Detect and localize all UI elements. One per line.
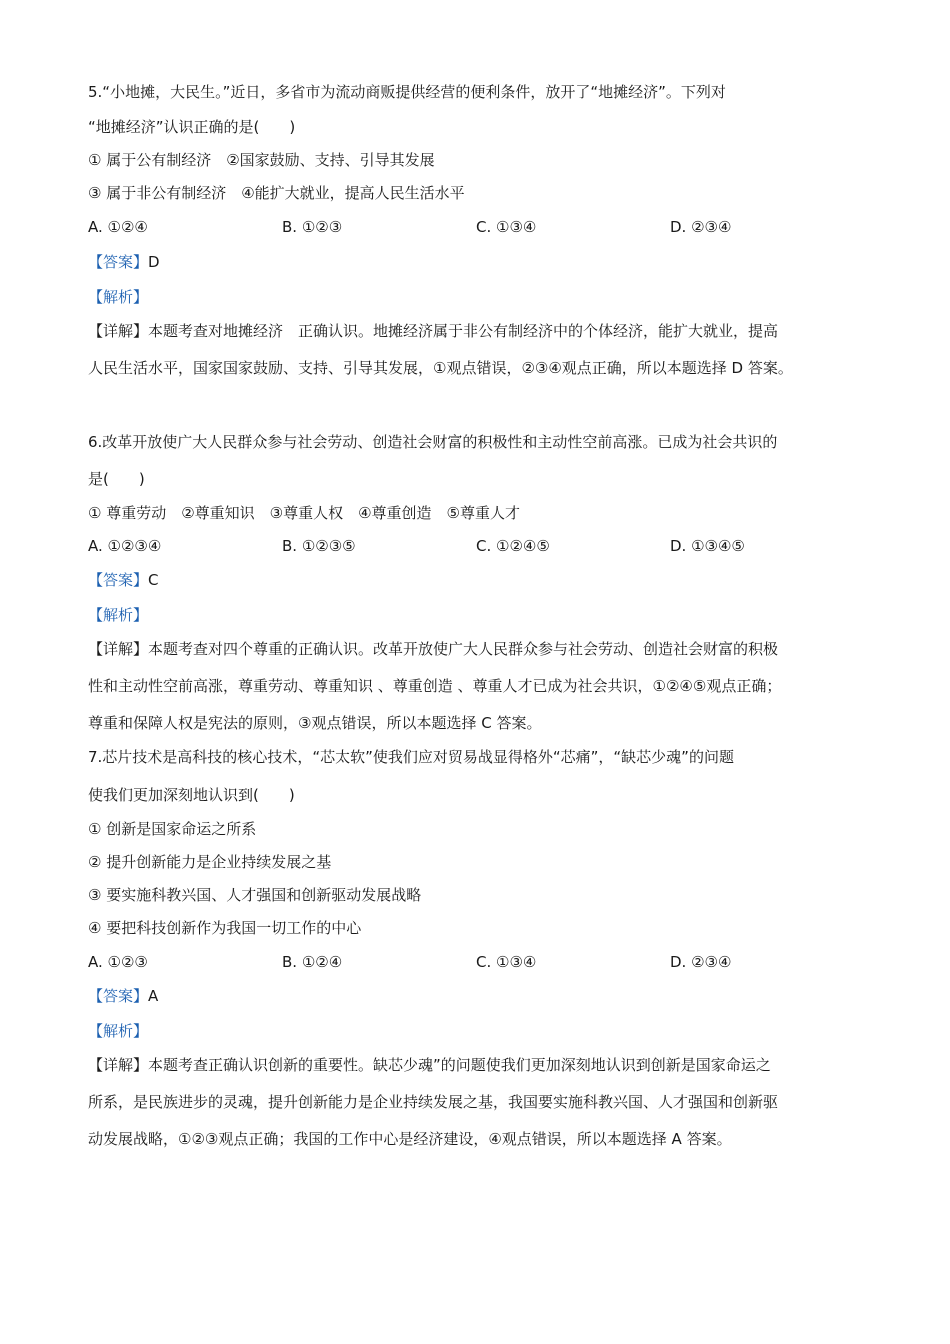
q7-stem-line-1: 7.芯片技术是高科技的核心技术，“芯太软”使我们应对贸易战显得格外“芯痛”，“缺芯少魂”的问题	[88, 748, 734, 766]
q5-detail-line-2: 人民生活水平，国家国家鼓励、支持、引导其发展，①观点错误，②③④观点正确，所以本题选择 D 答案。	[88, 359, 793, 377]
q7-answer-tag: 【答案】	[88, 987, 149, 1005]
q7-option-b: B. ①②④	[282, 953, 343, 971]
q5-option-c: C. ①③④	[476, 218, 537, 236]
q7-statement-1: ① 创新是国家命运之所系	[88, 820, 257, 838]
q7-detail-line-1	[88, 1055, 771, 1075]
q6-option-b: B. ①②③⑤	[282, 537, 356, 555]
q6-stem-line-1: 6.改革开放使广大人民群众参与社会劳动、创造社会财富的积极性和主动性空前高涨。已成为社会共识的	[88, 433, 778, 451]
q6-detail-line-2: 性和主动性空前高涨，尊重劳动、尊重知识 、尊重创造 、尊重人才已成为社会共识，①②④⑤观点正确；	[88, 677, 782, 695]
q6-options	[88, 536, 878, 556]
q5-analysis-tag: 【解析】	[88, 288, 149, 306]
q5-statement-1: ① 属于公有制经济 ②国家鼓励、支持、引导其发展	[88, 151, 435, 169]
q5-detail-line-1	[88, 321, 778, 341]
q5-options	[88, 217, 878, 237]
q7-detail-line-2: 所系，是民族进步的灵魂，提升创新能力是企业持续发展之基，我国要实施科教兴国、人才强国和创新驱	[88, 1093, 779, 1111]
q5-detail-tag: 【详解】	[88, 322, 149, 340]
q7-statement-3: ③ 要实施科教兴国、人才强国和创新驱动发展战略	[88, 886, 422, 904]
q7-option-d: D. ②③④	[670, 953, 732, 971]
q5-answer-tag: 【答案】	[88, 253, 149, 271]
q6-answer-value: C	[148, 571, 159, 589]
q5-statement-2: ③ 属于非公有制经济 ④能扩大就业，提高人民生活水平	[88, 184, 465, 202]
q7-analysis-tag: 【解析】	[88, 1022, 149, 1040]
q7-answer-value: A	[148, 987, 159, 1005]
q7-answer	[88, 986, 158, 1006]
q6-option-a: A. ①②③④	[88, 537, 162, 555]
q7-options	[88, 952, 878, 972]
q7-option-a: A. ①②③	[88, 953, 148, 971]
q5-answer	[88, 252, 160, 272]
q6-answer	[88, 570, 159, 590]
q7-detail-line-3: 动发展战略，①②③观点正确；我国的工作中心是经济建设，④观点错误，所以本题选择 A 答案。	[88, 1130, 732, 1148]
q5-stem-line-2: “地摊经济”认识正确的是( )	[88, 118, 296, 136]
q7-statement-2: ② 提升创新能力是企业持续发展之基	[88, 853, 332, 871]
q5-option-b: B. ①②③	[282, 218, 343, 236]
q6-detail-line-1	[88, 639, 778, 659]
q7-option-c: C. ①③④	[476, 953, 537, 971]
q6-stem-line-2: 是( )	[88, 470, 145, 488]
q7-statement-4: ④ 要把科技创新作为我国一切工作的中心	[88, 919, 362, 937]
q5-option-a: A. ①②④	[88, 218, 148, 236]
q5-stem-line-1: 5.“小地摊，大民生。”近日，多省市为流动商贩提供经营的便利条件，放开了“地摊经济”。下列对	[88, 83, 726, 101]
q7-detail-text-1: 本题考查正确认识创新的重要性。缺芯少魂”的问题使我们更加深刻地认识到创新是国家命运之	[148, 1056, 771, 1074]
q6-detail-tag: 【详解】	[88, 640, 149, 658]
q7-stem-line-2: 使我们更加深刻地认识到( )	[88, 786, 295, 804]
q5-detail-text-1: 本题考查对地摊经济 正确认识。地摊经济属于非公有制经济中的个体经济，能扩大就业，提高	[148, 322, 779, 340]
q6-answer-tag: 【答案】	[88, 571, 149, 589]
q6-option-c: C. ①②④⑤	[476, 537, 550, 555]
q6-detail-line-3: 尊重和保障人权是宪法的原则，③观点错误，所以本题选择 C 答案。	[88, 714, 542, 732]
q6-analysis-tag: 【解析】	[88, 606, 149, 624]
q5-option-d: D. ②③④	[670, 218, 732, 236]
q7-detail-tag: 【详解】	[88, 1056, 149, 1074]
q6-option-d: D. ①③④⑤	[670, 537, 745, 555]
q6-statement-1: ① 尊重劳动 ②尊重知识 ③尊重人权 ④尊重创造 ⑤尊重人才	[88, 504, 521, 522]
q5-answer-value: D	[148, 253, 160, 271]
q6-detail-text-1: 本题考查对四个尊重的正确认识。改革开放使广大人民群众参与社会劳动、创造社会财富的积极	[148, 640, 779, 658]
